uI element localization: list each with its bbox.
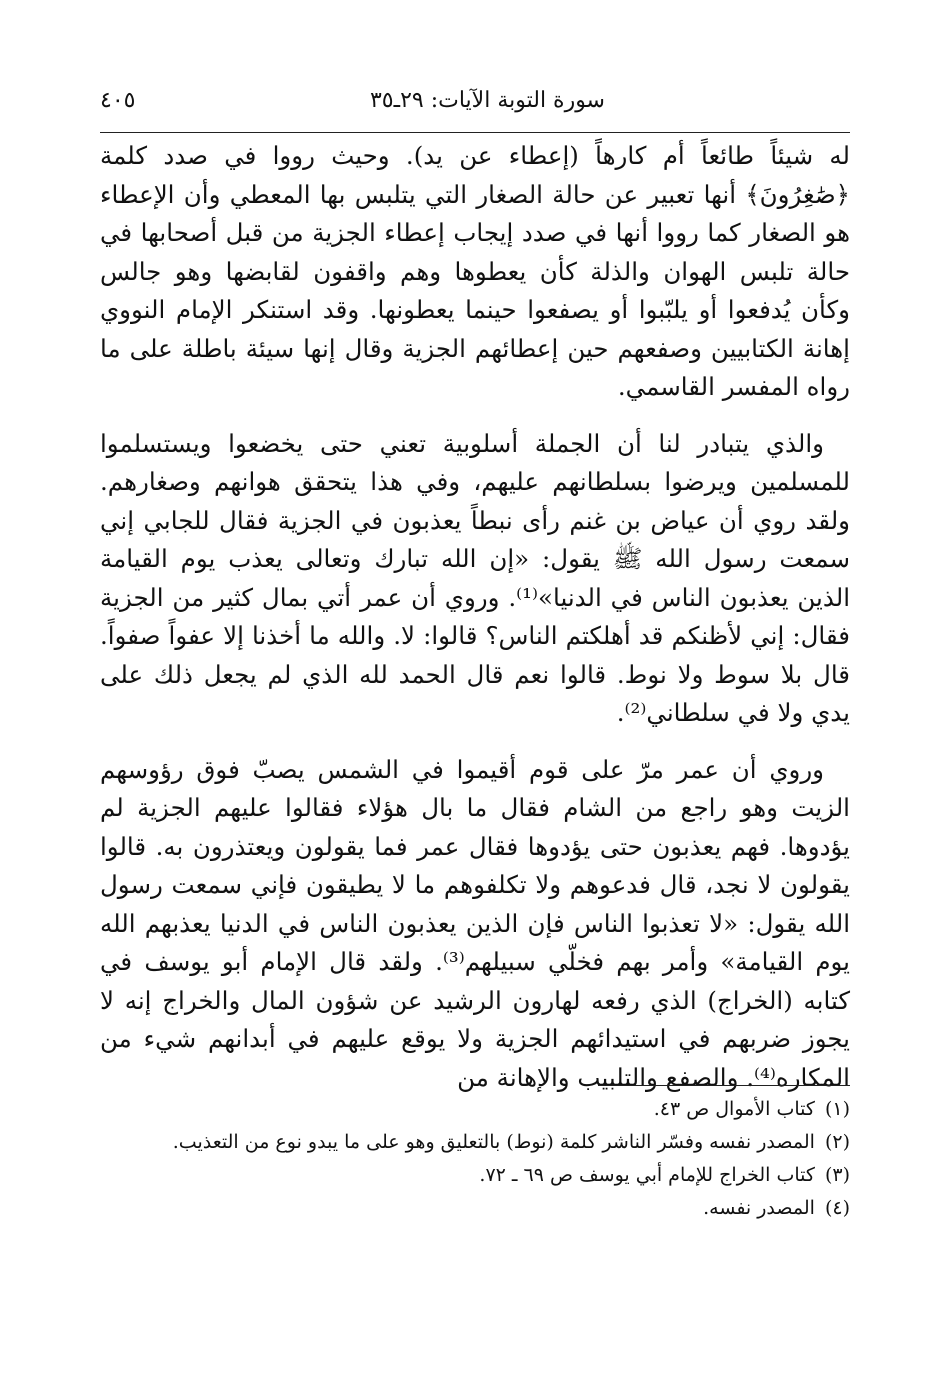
footnote-3 [100, 1159, 850, 1192]
footnote-text: المصدر نفسه وفسّر الناشر كلمة (نوط) بالتعليق وهو على ما يبدو نوع من التعذيب. [172, 1131, 815, 1153]
footnote-number: (٤) [824, 1197, 850, 1219]
footnote-text: المصدر نفسه. [703, 1197, 815, 1219]
running-header [100, 88, 850, 128]
footnotes [100, 1093, 850, 1225]
footnote-2 [100, 1126, 850, 1159]
paragraph-1: له شيئاً طائعاً أم كارهاً (إعطاء عن يد). وحيث رووا في صدد كلمة ﴿صَٰغِرُونَ﴾ أنها تعبير عن حالة الصغار التي يتلبس بها المعطي وأن الإعطاء هو الصغار كما رووا أنها في صدد إيجاب إعطاء الجزية من قبل أصحابها في حالة تلبس الهوان والذلة كأن يعطوها وهم واقفون لقابضها وهو جالس وكأن يُدفعوا أو يلبّبوا أو يصفعوا حينما يعطونها. وقد استنكر الإمام النووي إهانة الكتابيين وصفعهم حين إعطائهم الجزية وقال إنها سيئة باطلة على ما رواه المفسر القاسمي. [100, 141, 850, 401]
footnote-number: (٢) [824, 1131, 850, 1153]
main-text [100, 137, 850, 1097]
running-header-title: سورة التوبة الآيات: ٢٩ـ٣٥ [369, 88, 605, 113]
footnote-1 [100, 1093, 850, 1126]
paragraph-2: والذي يتبادر لنا أن الجملة أسلوبية تعني حتى يخضعوا ويستسلموا للمسلمين ويرضوا بسلطانهم عليهم، وفي هذا يتحقق هوانهم وصغارهم. ولقد روي أن عياض بن غنم رأى نبطاً يعذبون في الجزية فقال للجابي إني سمعت رسول الله ﷺ يقول: «إن الله تبارك وتعالى يعذب يوم القيامة الذين يعذبون الناس في الدنيا»⁽¹⁾. وروي أن عمر أتي بمال كثير من الجزية فقال: إني لأظنكم قد أهلكتم الناس؟ قالوا: لا. والله ما أخذنا إلا عفواً صفواً. قال بلا سوط ولا نوط. قالوا نعم قال الحمد لله الذي لم يجعل ذلك على يدي ولا في سلطاني⁽²⁾. [100, 428, 850, 727]
paragraph-3: وروي أن عمر مرّ على قوم أقيموا في الشمس يصبّ فوق رؤوسهم الزيت وهو راجع من الشام فقال ما بال هؤلاء فقالوا عليهم الجزية لم يؤدوها. فهم يعذبون حتى يؤدوها فقال عمر فما يقولون ويعتذرون به. قالوا يقولون لا نجد، قال فدعوهم ولا تكلفوهم ما لا يطيقون فإني سمعت رسول الله يقول: «لا تعذبوا الناس فإن الذين يعذبون الناس في الدنيا يعذبهم الله يوم القيامة» وأمر بهم فخلّي سبيلهم⁽³⁾. ولقد قال الإمام أبو يوسف في كتابه (الخراج) الذي رفعه لهارون الرشيد عن شؤون المال والخراج إنه لا يجوز ضربهم في استيدائهم الجزية ولا يوقع عليهم في أبدانهم شيء من المكاره⁽⁴⁾. والصفع والتلبيب والإهانة من [100, 754, 850, 1092]
footnote-4 [100, 1192, 850, 1225]
footnote-number: (٣) [824, 1164, 850, 1186]
page-number: ٤٠٥ [100, 88, 136, 113]
footnote-text: كتاب الخراج للإمام أبي يوسف ص ٦٩ ـ ٧٢. [479, 1164, 815, 1186]
header-divider [100, 132, 850, 133]
footnote-text: كتاب الأموال ص ٤٣. [653, 1098, 815, 1120]
footnote-divider [598, 1085, 850, 1086]
footnote-number: (١) [824, 1098, 850, 1120]
